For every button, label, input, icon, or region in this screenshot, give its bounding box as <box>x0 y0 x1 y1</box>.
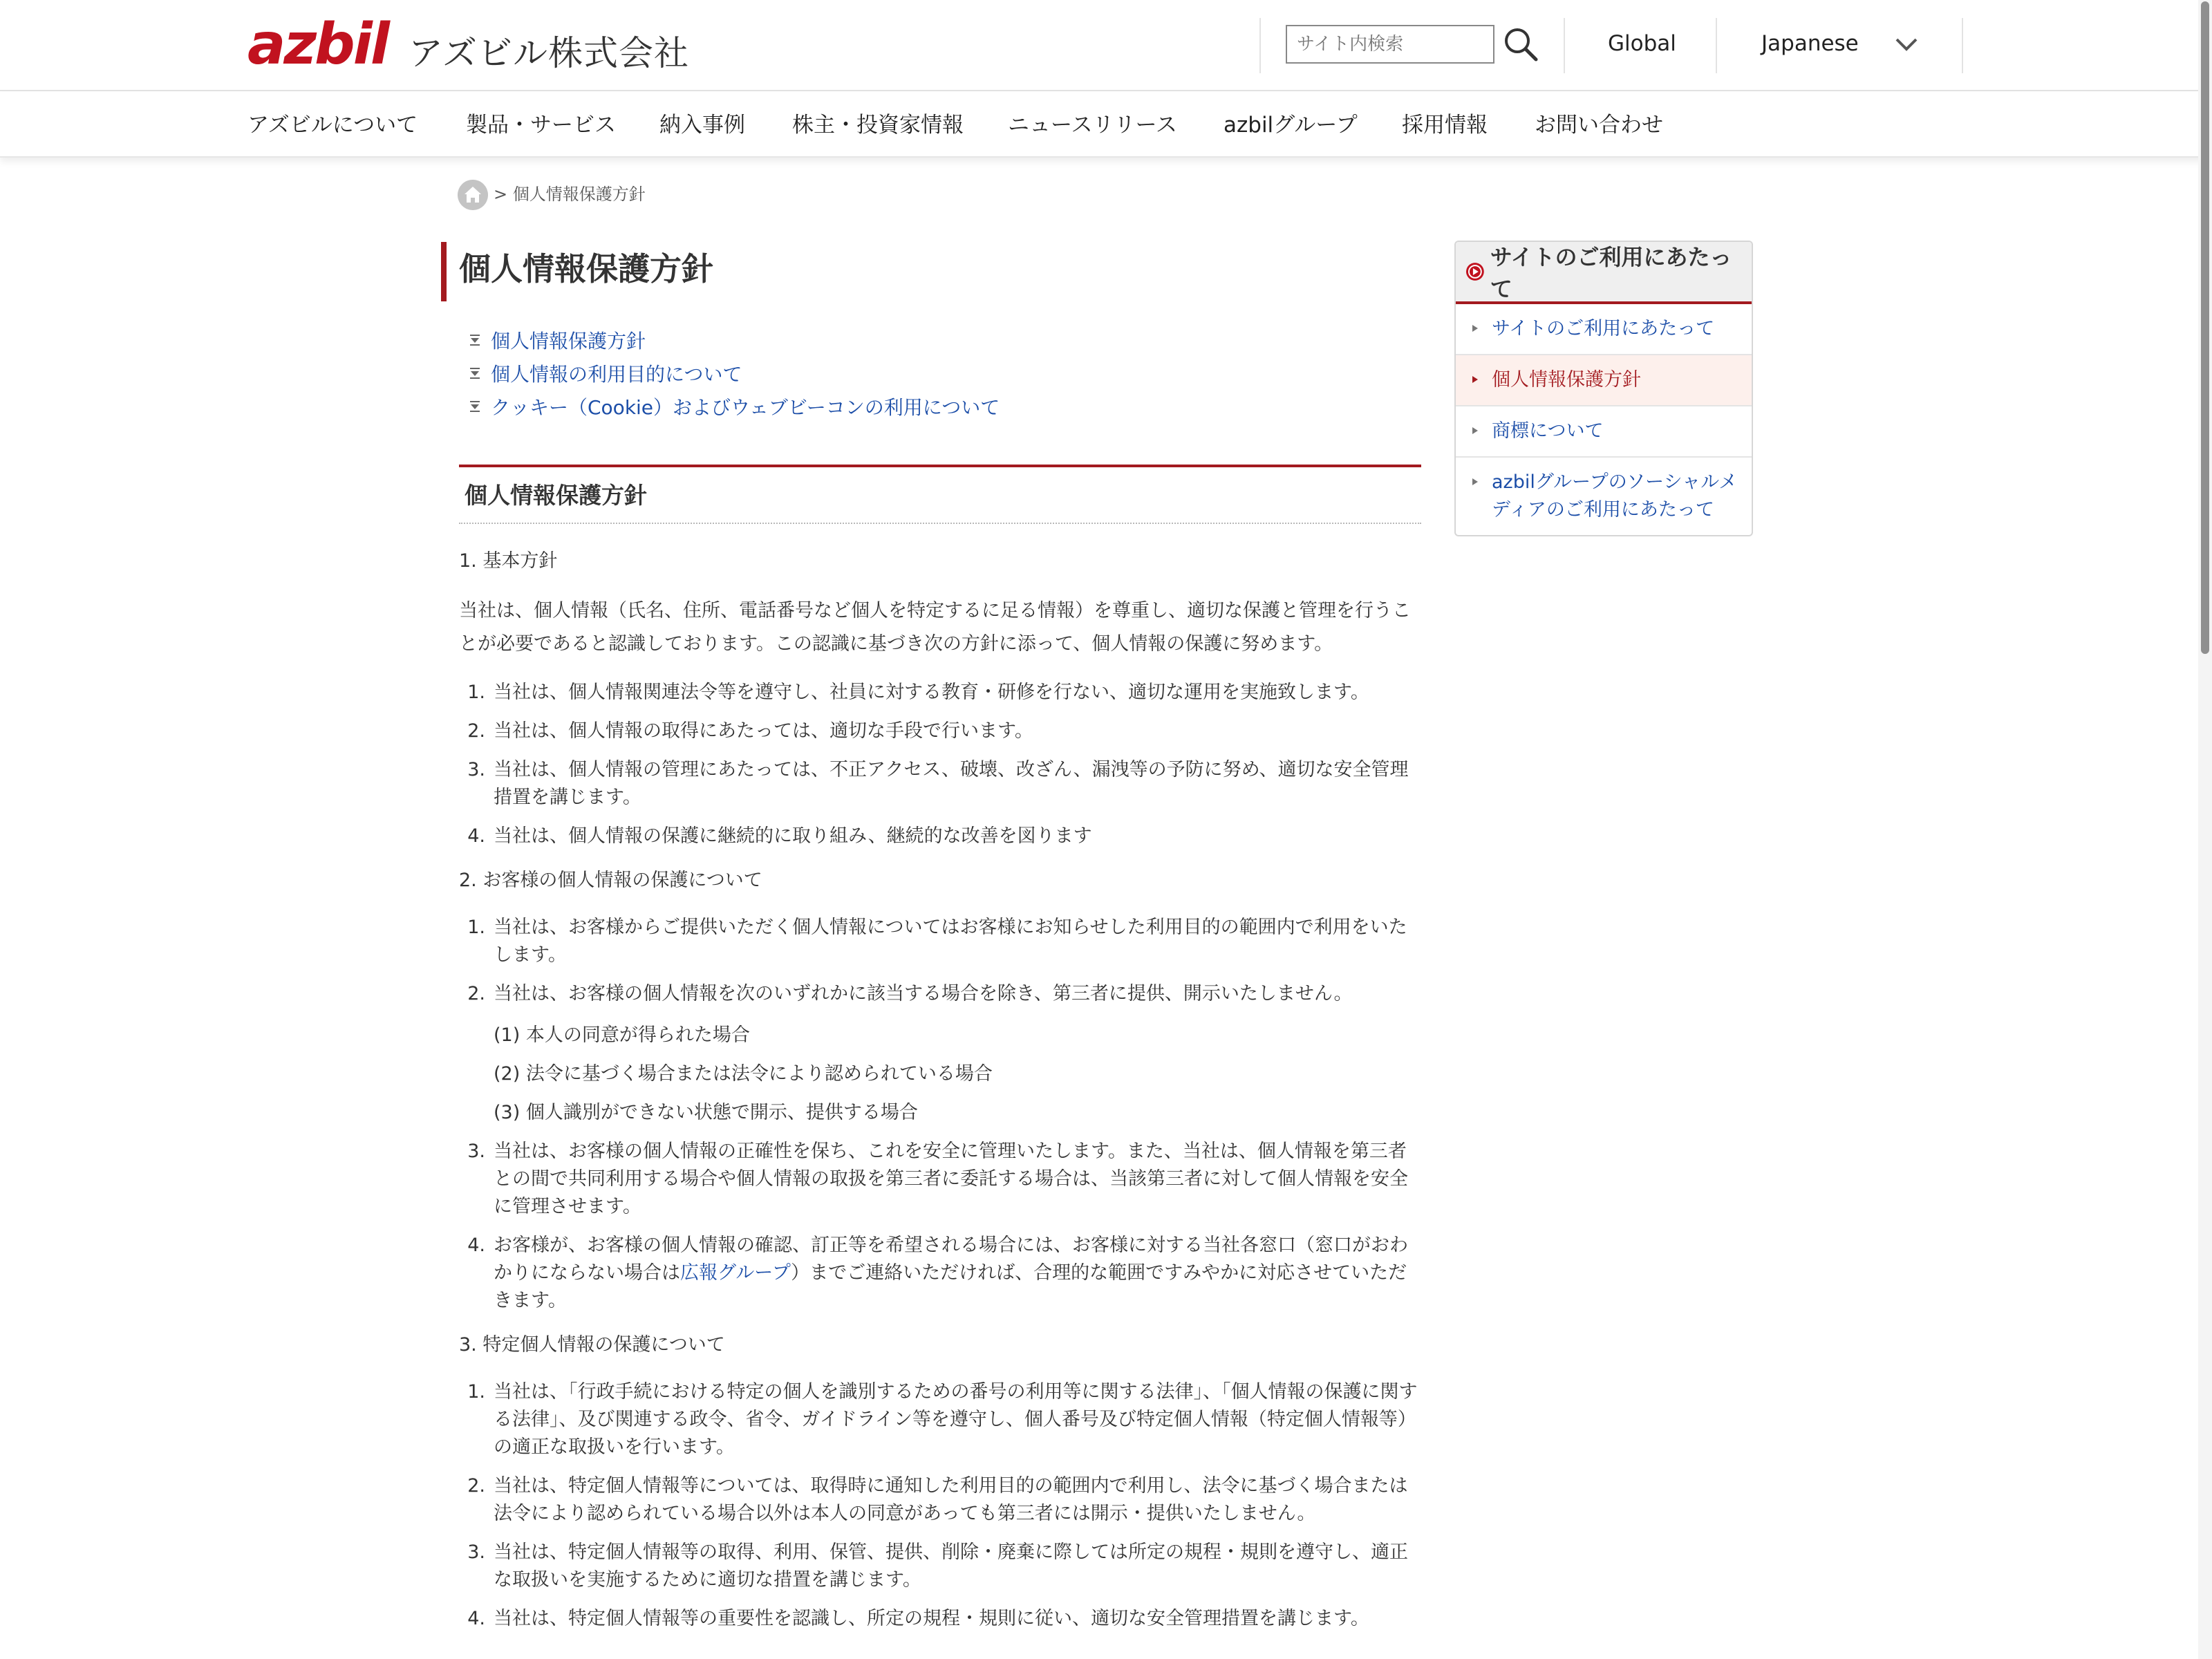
home-icon[interactable] <box>458 180 488 210</box>
sidebar-item-label: サイトのご利用にあたって <box>1492 318 1715 339</box>
anchor-arrow-icon <box>467 366 482 381</box>
list-item <box>459 1232 1421 1315</box>
policy-paragraph: 当社は、個人情報（氏名、住所、電話番号など個人を特定するに足る情報）を尊重し、適切な保護と管理を行うことが必要であると認識しております。この認識に基づき次の方針に添って、個人情報の保護に努めます。 <box>459 600 1411 655</box>
nav-item-about[interactable]: アズビルについて <box>247 113 418 138</box>
nav-item-investors[interactable]: 株主・投資家情報 <box>792 113 964 138</box>
toc-link[interactable] <box>467 357 1000 390</box>
company-name: アズビル株式会社 <box>408 33 689 73</box>
list-number: 2. <box>467 1475 485 1497</box>
global-nav <box>0 93 2212 158</box>
policy-list <box>459 1378 1421 1633</box>
list-item <box>459 1605 1421 1633</box>
section-title: 個人情報保護方針 <box>465 482 647 509</box>
sidebar-menu <box>1454 241 1753 536</box>
title-accent-bar <box>441 242 447 301</box>
text-run: お客様が、お客様の個人情報の確認、訂正等を希望される場合には、お客様に対する当社各窓口（窓口がおわかりにならない場合は <box>494 1235 1408 1284</box>
list-number: 4. <box>467 1235 485 1256</box>
list-item <box>459 1539 1421 1594</box>
list-item <box>459 914 1421 969</box>
list-item <box>459 980 1421 1008</box>
toc-link[interactable] <box>467 390 1000 423</box>
triangle-right-icon <box>1471 426 1479 435</box>
sidebar-item-label: 個人情報保護方針 <box>1492 369 1641 391</box>
anchor-arrow-icon <box>467 332 482 348</box>
subsection-heading: 1. 基本方針 <box>459 550 558 572</box>
company-logo[interactable] <box>247 12 689 77</box>
anchor-arrow-icon <box>467 399 482 414</box>
toc-link-label: クッキー（Cookie）およびウェブビーコンの利用について <box>491 396 1000 419</box>
list-number: 4. <box>467 825 485 847</box>
nav-item-news[interactable]: ニュースリリース <box>1008 113 1177 138</box>
search-input[interactable] <box>1286 25 1494 64</box>
list-item <box>459 718 1421 745</box>
header-divider <box>1716 18 1717 73</box>
page-toc <box>467 324 1000 423</box>
list-item <box>459 1138 1421 1221</box>
list-number: 3. <box>467 1541 485 1563</box>
page-title: 個人情報保護方針 <box>459 250 713 288</box>
logo-mark: azbil <box>247 12 388 77</box>
breadcrumb: > 個人情報保護方針 <box>494 185 646 204</box>
policy-list <box>459 679 1421 850</box>
list-number: 3. <box>467 1141 485 1162</box>
sidebar-heading-label: サイトのご利用にあたって <box>1490 244 1732 302</box>
list-item-text: 当社は、お客様からご提供いただく個人情報についてはお客様にお知らせした利用目的の範囲内で利用をいたします。 <box>494 917 1407 966</box>
list-item <box>459 679 1421 706</box>
subsection-heading: 2. お客様の個人情報の保護について <box>459 870 762 891</box>
nav-item-group[interactable]: azbilグループ <box>1224 113 1358 138</box>
toc-link-label: 個人情報の利用目的について <box>491 363 742 386</box>
list-item <box>459 756 1421 812</box>
sub-list-item: (1) 本人の同意が得られた場合 <box>494 1024 750 1046</box>
section-divider <box>459 523 1421 524</box>
nav-item-cases[interactable]: 納入事例 <box>659 113 745 138</box>
site-header <box>0 0 2212 91</box>
list-item-text: 当社は、個人情報の取得にあたっては、適切な手段で行います。 <box>494 720 1033 742</box>
header-divider <box>1259 18 1261 73</box>
section-rule <box>459 465 1421 467</box>
pr-group-link[interactable]: 広報グループ <box>680 1262 791 1284</box>
triangle-right-icon <box>1471 324 1479 333</box>
sidebar-item-site-usage[interactable] <box>1456 304 1752 355</box>
list-number: 1. <box>467 682 485 703</box>
nav-item-careers[interactable]: 採用情報 <box>1402 113 1488 138</box>
triangle-right-icon <box>1471 477 1479 487</box>
list-item-text: 当社は、特定個人情報等の重要性を認識し、所定の規程・規則に従い、適切な安全管理措置を講じます。 <box>494 1608 1369 1629</box>
list-item-text: 当社は、お客様の個人情報の正確性を保ち、これを安全に管理いたします。また、当社は、個人情報を第三者との間で共同利用する場合や個人情報の取扱を第三者に委託する場合は、当該第三者に対して個人情報を安全に管理させます。 <box>494 1141 1408 1217</box>
header-divider <box>1962 18 1963 73</box>
list-item-text: 当社は、個人情報の保護に継続的に取り組み、継続的な改善を図ります <box>494 825 1092 847</box>
list-number: 2. <box>467 720 485 742</box>
list-item-text: 当社は、個人情報関連法令等を遵守し、社員に対する教育・研修を行ない、適切な運用を実施致します。 <box>494 682 1369 703</box>
list-number: 1. <box>467 917 485 938</box>
list-item-text: 当社は、特定個人情報等については、取得時に通知した利用目的の範囲内で利用し、法令に基づく場合または法令により認められている場合以外は本人の同意があっても第三者には開示・提供いたしません。 <box>494 1475 1408 1524</box>
list-number: 3. <box>467 759 485 780</box>
policy-body <box>459 545 1421 1647</box>
sidebar-item-trademarks[interactable] <box>1456 406 1752 458</box>
list-item <box>459 1472 1421 1528</box>
policy-list <box>459 914 1421 1008</box>
list-item-text: 当社は、個人情報の管理にあたっては、不正アクセス、破壊、改ざん、漏洩等の予防に努め、適切な安全管理措置を講じます。 <box>494 759 1409 808</box>
global-link[interactable]: Global <box>1608 31 1676 56</box>
toc-link[interactable] <box>467 324 1000 357</box>
sub-list-item: (2) 法令に基づく場合または法令により認められている場合 <box>494 1063 993 1085</box>
text-run: ）までご連絡いただければ、合理的な範囲ですみやかに対応させていただきます。 <box>494 1262 1407 1311</box>
triangle-right-icon <box>1471 375 1479 384</box>
policy-list <box>459 1138 1421 1315</box>
toc-link-label: 個人情報保護方針 <box>491 330 646 353</box>
list-number: 2. <box>467 983 485 1004</box>
scrollbar-thumb[interactable] <box>2201 1 2209 654</box>
list-item-text: 当社は、「行政手続における特定の個人を識別するための番号の利用等に関する法律」、「個人情報の保護に関する法律」、及び関連する政令、省令、ガイドライン等を遵守し、個人番号及び特定個人情報（特定個人情報等）の適正な取扱いを行います。 <box>494 1381 1418 1458</box>
sidebar-item-social-media[interactable] <box>1456 458 1752 535</box>
sidebar-item-privacy-policy[interactable] <box>1456 355 1752 406</box>
header-divider <box>1564 18 1565 73</box>
nav-item-contact[interactable]: お問い合わせ <box>1535 113 1663 138</box>
list-item-text: 当社は、お客様の個人情報を次のいずれかに該当する場合を除き、第三者に提供、開示いたしません。 <box>494 983 1353 1004</box>
sidebar-item-label: 商標について <box>1492 420 1604 442</box>
list-number: 4. <box>467 1608 485 1629</box>
subsection-heading: 3. 特定個人情報の保護について <box>459 1334 725 1356</box>
language-selector[interactable]: Japanese <box>1761 31 1859 56</box>
sub-list <box>494 1022 1421 1127</box>
sub-list-item: (3) 個人識別ができない状態で開示、提供する場合 <box>494 1102 918 1123</box>
list-item <box>459 823 1421 850</box>
nav-item-products[interactable]: 製品・サービス <box>466 113 616 138</box>
circle-arrow-icon <box>1465 262 1485 281</box>
list-number: 1. <box>467 1381 485 1403</box>
search-icon[interactable] <box>1500 24 1541 65</box>
sidebar-heading[interactable] <box>1456 242 1752 304</box>
list-item-text: 当社は、特定個人情報等の取得、利用、保管、提供、削除・廃棄に際しては所定の規程・規則を遵守し、適正な取扱いを実施するために適切な措置を講じます。 <box>494 1541 1408 1591</box>
list-item-text <box>494 1232 1421 1315</box>
list-item <box>459 1378 1421 1461</box>
sidebar-item-label: azbilグループのソーシャルメディアのご利用にあたって <box>1492 471 1738 521</box>
chevron-down-icon[interactable] <box>1893 30 1920 58</box>
